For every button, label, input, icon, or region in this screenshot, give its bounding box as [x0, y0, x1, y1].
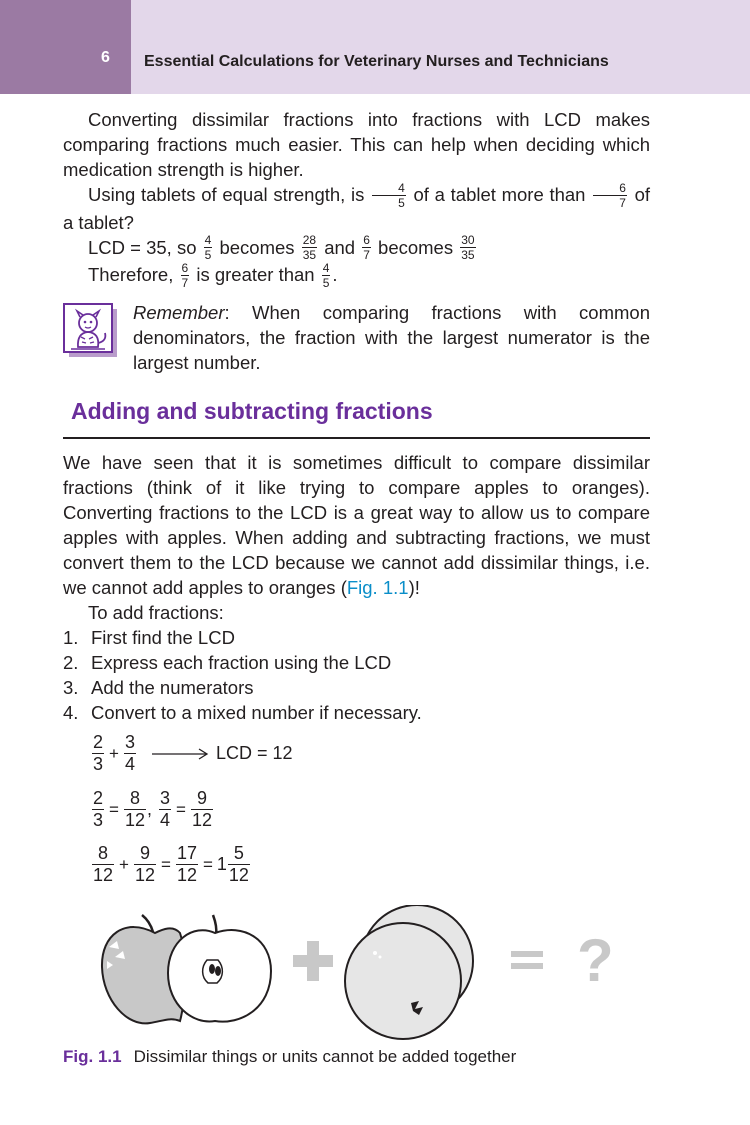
intro-section [63, 107, 650, 290]
running-title: Essential Calculations for Veterinary Nurses and Technicians [144, 53, 609, 70]
figure-reference-link[interactable]: Fig. 1.1 [346, 577, 409, 598]
fraction: $\frac{28}{35}$ [302, 233, 317, 263]
fraction: $\frac{5}{12}$ [228, 843, 249, 885]
header-tab [0, 0, 131, 94]
tablet-question: Using tablets of equal strength, is $\frac{4}{5}$ of a tablet more than $\frac{6}{7}$ of a tablet? [63, 180, 651, 233]
fraction: $\frac{6}{7}$ [181, 260, 189, 290]
intro-paragraph: Converting dissimilar fractions into fractions with LCD makes comparing fractions much easier. This can help when deciding which medication strength is higher. [63, 109, 650, 180]
fraction: $\frac{2}{3}$ [93, 732, 104, 774]
figure-label: Fig. 1.1 [63, 1047, 122, 1066]
fraction: $\frac{8}{12}$ [124, 788, 145, 830]
fraction: $\frac{6}{7}$ [363, 233, 370, 263]
fraction: $\frac{9}{12}$ [134, 843, 155, 885]
arrow-right-icon [152, 747, 210, 761]
therefore-line: Therefore, $\frac{6}{7}$ is greater than $\frac{4}{5}$ . [88, 260, 338, 290]
apples-oranges-figure [95, 905, 635, 1040]
remember-note [63, 300, 650, 376]
section-body [63, 450, 650, 725]
lcd-line: LCD = 35, so $\frac{4}{5}$ becomes $\frac{28}{35}$ and $\frac{6}{7}$ becomes $\frac{30}{35}$ [88, 233, 475, 263]
caption-text: Dissimilar things or units cannot be added together [133, 1047, 517, 1066]
list-item: 1. First find the LCD [63, 627, 235, 648]
list-item: 3. Add the numerators [63, 677, 254, 698]
tiger-mascot-icon [63, 303, 119, 359]
section-paragraph: We have seen that it is sometimes difficult to compare dissimilar fractions (think of it like trying to compare apples to oranges). Converting fractions to the LCD is a great way to allow us to compare apples with apples. When adding and subtracting fractions, we must convert them to the LCD because we cannot add dissimilar things, i.e. we cannot add apples to oranges (Fig. 1.1)! [63, 452, 650, 598]
fraction: $\frac{3}{4}$ [124, 732, 135, 774]
equation-convert: $\frac{2}{3}$ = $\frac{8}{12}$ , $\frac{3}{4}$ = $\frac{9}{12}$ [93, 788, 212, 830]
section-divider [63, 437, 650, 439]
fraction: $\frac{9}{12}$ [191, 788, 212, 830]
fraction: $\frac{8}{12}$ [93, 843, 114, 885]
figure-caption [63, 1046, 516, 1068]
list-item: 2. Express each fraction using the LCD [63, 652, 392, 673]
fraction: $\frac{4}{5}$ [204, 233, 212, 263]
steps-intro: To add fractions: [88, 602, 224, 623]
section-heading: Adding and subtracting fractions [71, 398, 433, 424]
apple-icon [102, 915, 271, 1023]
list-item: 4. Convert to a mixed number if necessary. [63, 702, 422, 723]
remember-text: Remember: When comparing fractions with common denominators, the fraction with the largest numerator is the largest number. [133, 302, 650, 373]
equation-sum: $\frac{8}{12}$ + $\frac{9}{12}$ = $\frac{17}{12}$ = 1 $\frac{5}{12}$ [93, 843, 249, 885]
fraction: $\frac{4}{5}$ [372, 182, 406, 209]
fraction: $\frac{2}{3}$ [93, 788, 104, 830]
equals-sign [511, 951, 543, 969]
orange-icon [345, 905, 473, 1039]
fraction: $\frac{4}{5}$ [322, 260, 330, 290]
fraction: $\frac{6}{7}$ [593, 182, 627, 209]
question-mark: ? [577, 927, 614, 994]
fraction: $\frac{30}{35}$ [461, 233, 475, 263]
page-number: 6 [101, 49, 110, 66]
fraction: $\frac{17}{12}$ [176, 843, 197, 885]
fraction: $\frac{3}{4}$ [160, 788, 171, 830]
equation-lcd: $\frac{2}{3}$ + $\frac{3}{4}$ LCD = 12 [93, 732, 293, 774]
plus-sign [293, 941, 333, 981]
